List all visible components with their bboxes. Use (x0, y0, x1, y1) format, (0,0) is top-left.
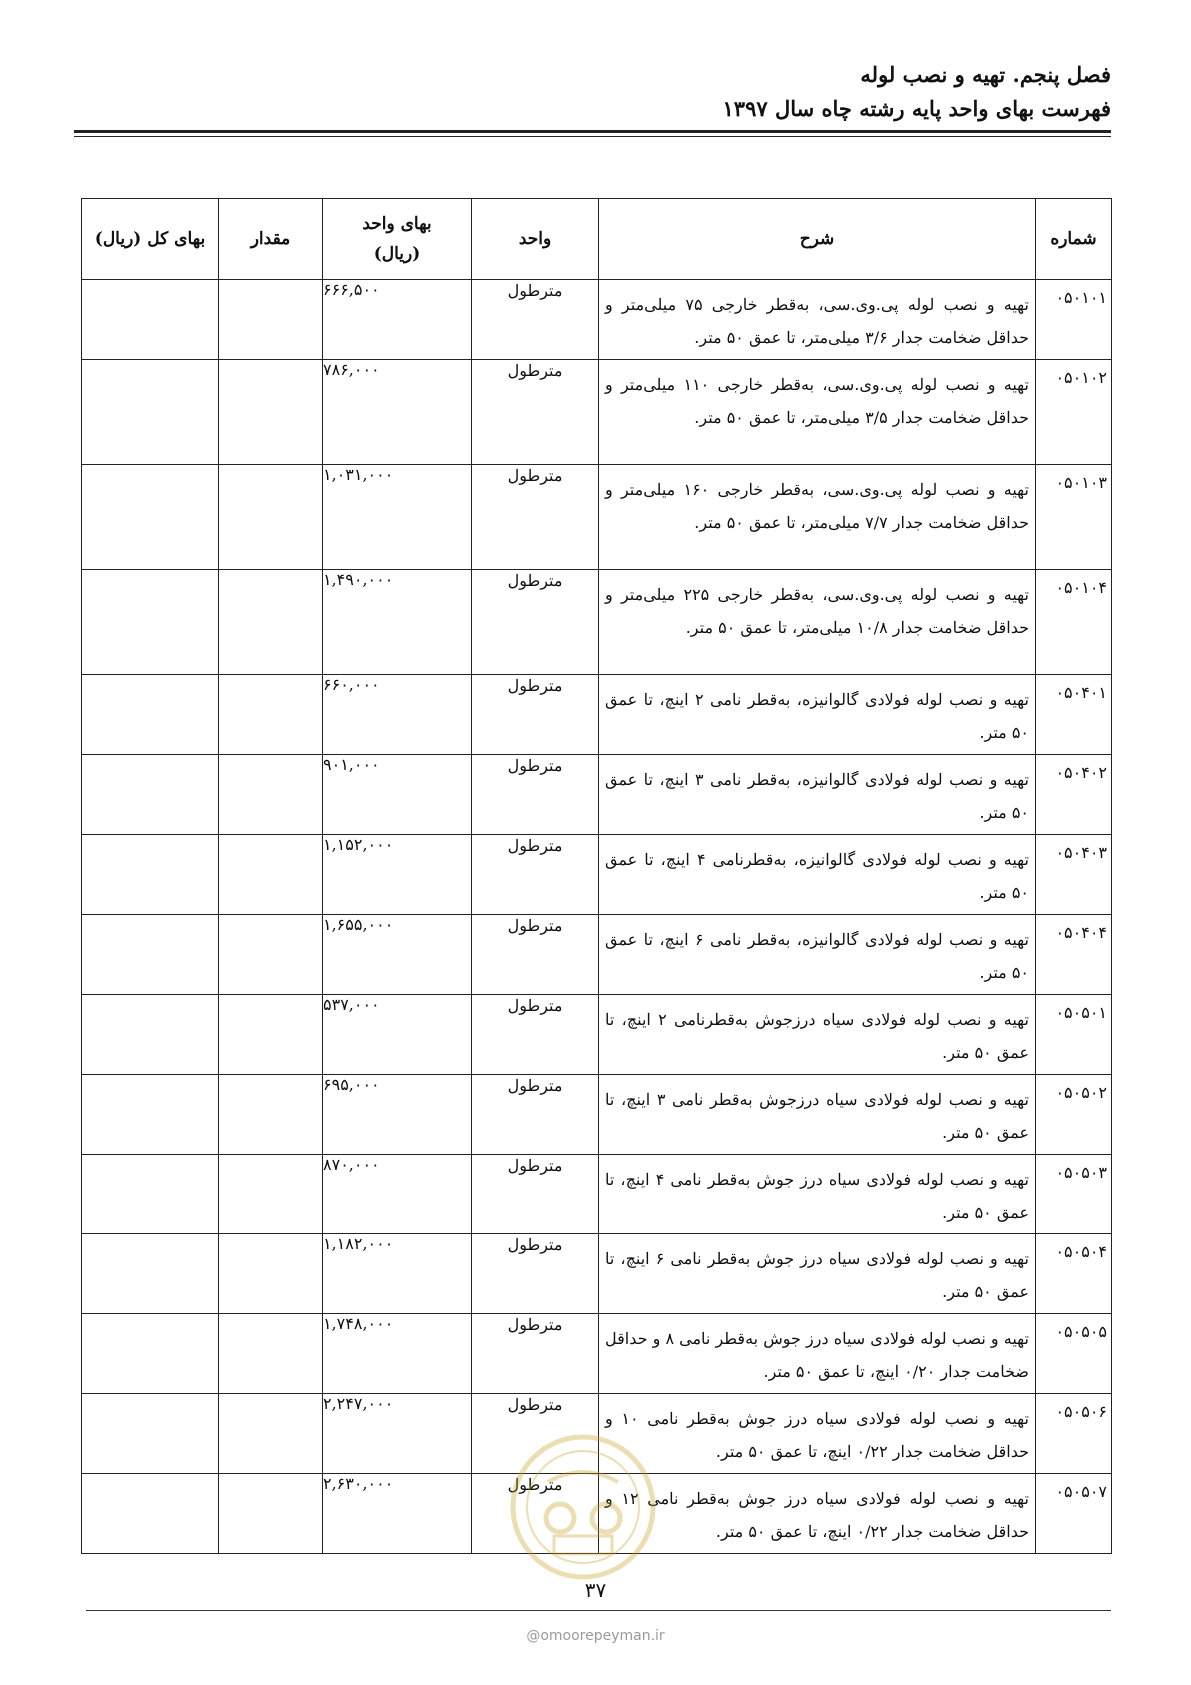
table-row (82, 1234, 1112, 1314)
cell-quantity (219, 1154, 323, 1234)
cell-description: تهیه و نصب لوله فولادی گالوانیزه، به‌قطر نامی ۲ اینچ، تا عمق ۵۰ متر. (599, 675, 1036, 755)
cell-quantity (219, 280, 323, 360)
cell-description: تهیه و نصب لوله پی.وی.سی، به‌قطر خارجی ۱۶۰ میلی‌متر و حداقل ضخامت جدار ۷/۷ میلی‌متر، تا عمق ۵۰ متر. (599, 465, 1036, 570)
cell-quantity (219, 994, 323, 1074)
table-row (82, 675, 1112, 755)
chapter-title: فصل پنجم. تهیه و نصب لوله (860, 62, 1111, 87)
cell-unit-price: ۱,۰۳۱,۰۰۰ (323, 465, 472, 570)
col-header-unit-price-line2: (ریال) (373, 244, 421, 264)
cell-description: تهیه و نصب لوله پی.وی.سی، به‌قطر خارجی ۷۵ میلی‌متر و حداقل ضخامت جدار ۳/۶ میلی‌متر، تا عمق ۵۰ متر. (599, 280, 1036, 360)
cell-unit: مترطول (472, 1154, 599, 1234)
cell-total (82, 1154, 219, 1234)
cell-description: تهیه و نصب لوله فولادی سیاه درز جوش به‌قطر نامی ۴ اینچ، تا عمق ۵۰ متر. (599, 1154, 1036, 1234)
cell-total (82, 1074, 219, 1154)
cell-code: ۰۵۰۵۰۷ (1036, 1474, 1112, 1554)
cell-total (82, 914, 219, 994)
cell-quantity (219, 755, 323, 835)
table-row (82, 465, 1112, 570)
cell-code: ۰۵۰۵۰۵ (1036, 1314, 1112, 1394)
cell-unit: مترطول (472, 914, 599, 994)
cell-unit-price: ۷۸۶,۰۰۰ (323, 359, 472, 464)
cell-description: تهیه و نصب لوله فولادی سیاه درز جوش به‌قطر نامی ۸ و حداقل ضخامت جدار ۰/۲۰ اینچ، تا عمق ۵۰ متر. (599, 1314, 1036, 1394)
table-row (82, 1074, 1112, 1154)
price-list-table (81, 198, 1112, 1554)
col-header-total: بهای کل (ریال) (82, 199, 219, 280)
cell-description: تهیه و نصب لوله فولادی سیاه درزجوش به‌قطر نامی ۳ اینچ، تا عمق ۵۰ متر. (599, 1074, 1036, 1154)
page-number: ۳۷ (584, 1578, 607, 1602)
cell-quantity (219, 1474, 323, 1554)
cell-unit: مترطول (472, 755, 599, 835)
cell-unit: مترطول (472, 994, 599, 1074)
table-header-row (82, 199, 1112, 280)
cell-unit-price: ۹۰۱,۰۰۰ (323, 755, 472, 835)
cell-quantity (219, 359, 323, 464)
cell-unit: مترطول (472, 465, 599, 570)
cell-unit: مترطول (472, 1074, 599, 1154)
cell-quantity (219, 465, 323, 570)
cell-unit: مترطول (472, 1474, 599, 1554)
cell-unit-price: ۱,۱۵۲,۰۰۰ (323, 835, 472, 915)
site-watermark-text: @omoorepeyman.ir (526, 1628, 665, 1644)
cell-description: تهیه و نصب لوله پی.وی.سی، به‌قطر خارجی ۱۱۰ میلی‌متر و حداقل ضخامت جدار ۳/۵ میلی‌متر، تا عمق ۵۰ متر. (599, 359, 1036, 464)
cell-total (82, 1314, 219, 1394)
cell-code: ۰۵۰۵۰۳ (1036, 1154, 1112, 1234)
cell-total (82, 1474, 219, 1554)
table-row (82, 914, 1112, 994)
cell-quantity (219, 675, 323, 755)
cell-description: تهیه و نصب لوله فولادی گالوانیزه، به‌قطر نامی ۳ اینچ، تا عمق ۵۰ متر. (599, 755, 1036, 835)
cell-quantity (219, 570, 323, 675)
table-row (82, 359, 1112, 464)
cell-description: تهیه و نصب لوله فولادی سیاه درز جوش به‌قطر نامی ۱۰ و حداقل ضخامت جدار ۰/۲۲ اینچ، تا عمق ۵۰ متر. (599, 1394, 1036, 1474)
table-row (82, 835, 1112, 915)
col-header-quantity: مقدار (219, 199, 323, 280)
cell-unit-price: ۵۳۷,۰۰۰ (323, 994, 472, 1074)
cell-quantity (219, 914, 323, 994)
cell-code: ۰۵۰۴۰۱ (1036, 675, 1112, 755)
col-header-code: شماره (1036, 199, 1112, 280)
cell-unit-price: ۱,۴۹۰,۰۰۰ (323, 570, 472, 675)
cell-quantity (219, 1234, 323, 1314)
cell-quantity (219, 1074, 323, 1154)
table-row (82, 994, 1112, 1074)
table-row (82, 1314, 1112, 1394)
cell-total (82, 1234, 219, 1314)
table-row (82, 1394, 1112, 1474)
cell-unit: مترطول (472, 359, 599, 464)
col-header-unit-price-line1: بهای واحد (362, 214, 432, 234)
table-row (82, 1154, 1112, 1234)
cell-total (82, 835, 219, 915)
cell-description: تهیه و نصب لوله فولادی سیاه درز جوش به‌قطر نامی ۶ اینچ، تا عمق ۵۰ متر. (599, 1234, 1036, 1314)
cell-code: ۰۵۰۱۰۱ (1036, 280, 1112, 360)
header-rule-thin (74, 136, 1111, 137)
cell-code: ۰۵۰۴۰۴ (1036, 914, 1112, 994)
cell-unit-price: ۶۶۰,۰۰۰ (323, 675, 472, 755)
cell-code: ۰۵۰۴۰۳ (1036, 835, 1112, 915)
cell-unit-price: ۶۹۵,۰۰۰ (323, 1074, 472, 1154)
cell-unit-price: ۱,۶۵۵,۰۰۰ (323, 914, 472, 994)
cell-unit: مترطول (472, 1234, 599, 1314)
cell-description: تهیه و نصب لوله فولادی گالوانیزه، به‌قطر نامی ۶ اینچ، تا عمق ۵۰ متر. (599, 914, 1036, 994)
page-header (74, 58, 1111, 126)
cell-unit: مترطول (472, 835, 599, 915)
cell-code: ۰۵۰۵۰۲ (1036, 1074, 1112, 1154)
cell-total (82, 994, 219, 1074)
col-header-unit-price (323, 199, 472, 280)
cell-unit-price: ۸۷۰,۰۰۰ (323, 1154, 472, 1234)
cell-description: تهیه و نصب لوله فولادی سیاه درزجوش به‌قطرنامی ۲ اینچ، تا عمق ۵۰ متر. (599, 994, 1036, 1074)
table-row (82, 280, 1112, 360)
cell-unit: مترطول (472, 1394, 599, 1474)
cell-unit: مترطول (472, 570, 599, 675)
cell-quantity (219, 1314, 323, 1394)
cell-description: تهیه و نصب لوله فولادی گالوانیزه، به‌قطرنامی ۴ اینچ، تا عمق ۵۰ متر. (599, 835, 1036, 915)
cell-description: تهیه و نصب لوله فولادی سیاه درز جوش به‌قطر نامی ۱۲ و حداقل ضخامت جدار ۰/۲۲ اینچ، تا عمق ۵۰ متر. (599, 1474, 1036, 1554)
cell-unit: مترطول (472, 1314, 599, 1394)
cell-code: ۰۵۰۱۰۴ (1036, 570, 1112, 675)
table-row (82, 755, 1112, 835)
document-subtitle: فهرست بهای واحد پایه رشته چاه سال ۱۳۹۷ (722, 96, 1111, 121)
cell-total (82, 465, 219, 570)
cell-unit-price: ۶۶۶,۵۰۰ (323, 280, 472, 360)
cell-total (82, 675, 219, 755)
footer-rule (86, 1610, 1111, 1611)
cell-unit-price: ۲,۲۴۷,۰۰۰ (323, 1394, 472, 1474)
cell-code: ۰۵۰۵۰۶ (1036, 1394, 1112, 1474)
cell-total (82, 280, 219, 360)
cell-unit-price: ۱,۱۸۲,۰۰۰ (323, 1234, 472, 1314)
col-header-unit: واحد (472, 199, 599, 280)
header-rule-thick (74, 130, 1111, 133)
cell-quantity (219, 1394, 323, 1474)
table-row (82, 1474, 1112, 1554)
cell-total (82, 755, 219, 835)
cell-code: ۰۵۰۵۰۴ (1036, 1234, 1112, 1314)
cell-unit: مترطول (472, 675, 599, 755)
cell-unit-price: ۲,۶۳۰,۰۰۰ (323, 1474, 472, 1554)
cell-unit: مترطول (472, 280, 599, 360)
cell-description: تهیه و نصب لوله پی.وی.سی، به‌قطر خارجی ۲۲۵ میلی‌متر و حداقل ضخامت جدار ۱۰/۸ میلی‌متر، تا عمق ۵۰ متر. (599, 570, 1036, 675)
cell-code: ۰۵۰۱۰۲ (1036, 359, 1112, 464)
cell-unit-price: ۱,۷۴۸,۰۰۰ (323, 1314, 472, 1394)
cell-total (82, 570, 219, 675)
cell-total (82, 359, 219, 464)
cell-total (82, 1394, 219, 1474)
cell-code: ۰۵۰۱۰۳ (1036, 465, 1112, 570)
cell-quantity (219, 835, 323, 915)
table-row (82, 570, 1112, 675)
cell-code: ۰۵۰۴۰۲ (1036, 755, 1112, 835)
col-header-desc: شرح (599, 199, 1036, 280)
cell-code: ۰۵۰۵۰۱ (1036, 994, 1112, 1074)
